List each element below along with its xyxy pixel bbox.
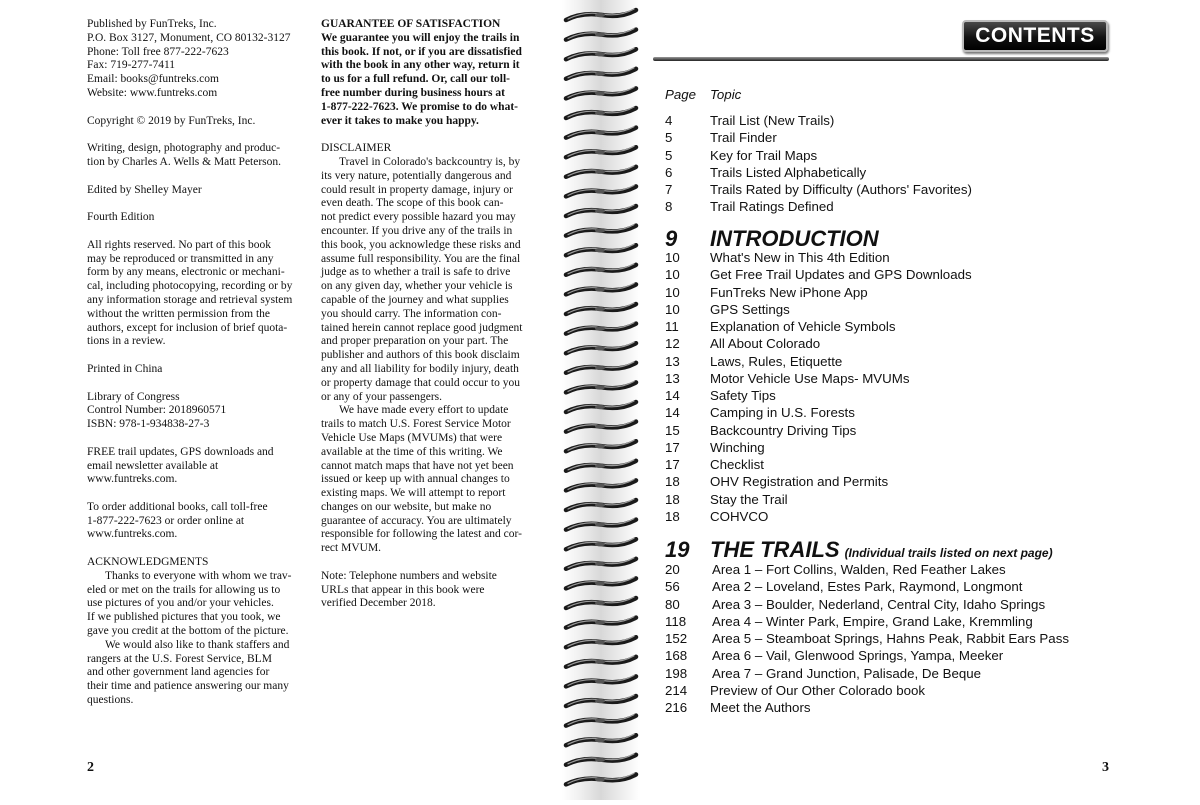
text-line: www.funtreks.com. [87,473,178,486]
toc-page: 168 [665,648,688,664]
left-column-guarantee [321,18,543,611]
toc-topic: Area 3 – Boulder, Nederland, Central City, Idaho Springs [712,596,1046,612]
topic-column-header: Topic [710,87,742,102]
library-info [87,391,311,432]
text-line: Note: Telephone numbers and website [321,569,497,582]
editor-credit: Edited by Shelley Mayer [87,183,202,196]
text-line: P.O. Box 3127, Monument, CO 80132-3127 [87,31,291,44]
toc-page: 10 [665,301,680,317]
toc-page: 216 [665,700,688,715]
toc-topic: Meet the Authors [710,700,811,715]
toc-topic: Camping in U.S. Forests [710,405,855,421]
acknowledgments-title: ACKNOWLEDGMENTS [87,556,209,569]
text-line: without the written permission from the [87,307,271,320]
text-line: trails to match U.S. Forest Service Motor [321,418,511,431]
text-line: gave you credit at the bottom of the picture. [87,625,289,638]
guarantee-title: GUARANTEE OF SATISFACTION [321,18,501,30]
text-line: authors, except for inclusion of brief quota- [87,321,288,334]
toc-topic: Area 4 – Winter Park, Empire, Grand Lake, Kremmling [712,613,1033,629]
toc-page: 20 [665,562,680,577]
toc-page: 15 [665,422,680,438]
page-column-header: Page [665,87,697,102]
toc-topic: Trails Listed Alphabetically [710,164,867,180]
text-line: changes on our website, but make no [321,500,492,513]
text-line: even death. The scope of this book can- [321,197,504,210]
toc-page: 198 [665,665,688,681]
toc-page: 18 [665,508,680,524]
text-line: rangers at the U.S. Forest Service, BLM [87,652,272,665]
toc-page: 11 [665,319,679,334]
order-info [87,501,311,542]
text-line: publisher and authors of this book disclaim [321,349,520,362]
text-line: and other government land agencies for [87,666,270,679]
toc-page: 118 [665,613,687,629]
toc-page: 5 [665,130,673,146]
text-line: 1-877-222-7623 or order online at [87,514,245,527]
text-line: We have made every effort to update [339,404,509,417]
toc-page: 18 [665,474,680,490]
section-note: (Individual trails listed on next page) [844,546,1053,560]
section-title: INTRODUCTION [710,226,879,251]
text-line: available at the time of this writing. We [321,445,503,458]
toc-topic: All About Colorado [710,336,821,352]
text-line: Library of Congress [87,390,180,403]
text-line: form by any means, electronic or mechani- [87,266,285,279]
left-page [0,0,560,800]
toc-page: 18 [665,491,680,507]
free-updates [87,446,311,487]
text-line: Fax: 719-277-7411 [87,59,176,72]
text-line: Thanks to everyone with whom we trav- [105,569,292,582]
text-line: responsible for following the latest and cor- [321,528,522,541]
toc-topic: Trail Finder [710,130,777,146]
text-line: email newsletter available at [87,459,219,472]
text-line: its very nature, potentially dangerous and [321,169,512,182]
toc-page: 6 [665,164,673,180]
disclaimer-para-1 [321,156,543,404]
acknowledgments-para-1 [87,570,311,639]
text-line: capable of the journey and what supplies [321,293,509,306]
toc-page: 56 [665,579,680,595]
toc-page: 7 [665,182,673,197]
toc-topic: Motor Vehicle Use Maps- MVUMs [710,370,910,386]
text-line: Control Number: 2018960571 [87,404,227,417]
section-page: 19 [665,537,690,562]
toc-page: 14 [665,405,680,421]
toc-page: 5 [665,147,673,163]
acknowledgments-para-2 [87,639,311,708]
text-line: Writing, design, photography and produc- [87,142,281,155]
text-line: We guarantee you will enjoy the trails in [321,31,520,44]
text-line: existing maps. We will attempt to report [321,487,506,500]
writing-credits [87,142,311,170]
toc-topic: Winching [710,439,765,455]
text-line: verified December 2018. [321,597,436,610]
toc-topic: Area 2 – Loveland, Estes Park, Raymond, Longmont [712,579,1023,595]
text-line: with the book in any other way, return it [321,59,520,72]
toc-page: 4 [665,113,673,128]
text-line: Travel in Colorado's backcountry is, by [339,155,521,168]
toc-page: 14 [665,388,680,403]
copyright: Copyright © 2019 by FunTreks, Inc. [87,114,256,127]
text-line: any information storage and retrieval system [87,293,293,306]
text-line: guarantee of accuracy. You are ultimately [321,514,512,527]
toc-topic: Area 1 – Fort Collins, Walden, Red Feather Lakes [712,562,1006,577]
toc-page: 13 [665,370,680,386]
toc-topic: OHV Registration and Permits [710,474,889,490]
spiral-coils-icon [562,0,640,800]
text-line: eled or met on the trails for allowing us to [87,583,281,596]
toc-topic: Key for Trail Maps [710,147,818,163]
edition: Fourth Edition [87,211,155,224]
toc-page: 12 [665,336,680,352]
section-title-wrap [710,537,1053,563]
text-line: www.funtreks.com. [87,528,178,541]
text-line: or any of your passengers. [321,390,443,403]
text-line: assume full responsibility. You are the final [321,252,521,265]
toc-topic: Laws, Rules, Etiquette [710,353,843,369]
toc-page: 10 [665,250,680,265]
text-line: tion by Charles A. Wells & Matt Peterson. [87,155,282,168]
text-line: could result in property damage, injury or [321,183,513,196]
text-line: you should carry. The information con- [321,307,502,320]
text-line: FREE trail updates, GPS downloads and [87,445,274,458]
contents-tab: CONTENTS [962,20,1108,52]
toc-topic: Trail List (New Trails) [710,113,835,128]
text-line: rect MVUM. [321,542,382,555]
toc-topic: Area 6 – Vail, Glenwood Springs, Yampa, Meeker [712,648,1004,664]
text-line: ever it takes to make you happy. [321,114,479,127]
disclaimer-para-2 [321,404,543,556]
text-line: this book, you acknowledge these risks and [321,238,521,251]
toc-topic: Area 5 – Steamboat Springs, Hahns Peak, Rabbit Ears Pass [712,631,1069,646]
toc-page: 17 [665,439,680,455]
text-line: ISBN: 978-1-934838-27-3 [87,418,210,431]
text-line: to us for a full refund. Or, call our toll- [321,73,511,86]
printed-in: Printed in China [87,362,163,375]
text-line: 1-877-222-7623. We promise to do what- [321,100,518,113]
toc-topic: COHVCO [710,508,769,524]
text-line: Vehicle Use Maps (MVUMs) that were [321,431,503,444]
guarantee-text [321,32,543,129]
toc-topic: GPS Settings [710,301,790,317]
toc-topic: Preview of Our Other Colorado book [710,682,926,698]
text-line: URLs that appear in this book were [321,583,485,596]
text-line: free number during business hours at [321,86,505,99]
disclaimer-title: DISCLAIMER [321,142,392,155]
text-line: cannot match maps that have not yet been [321,459,514,472]
toc-page: 10 [665,284,680,300]
text-line: Published by FunTreks, Inc. [87,18,217,30]
toc-topic: Stay the Trail [710,491,788,507]
toc-topic: Explanation of Vehicle Symbols [710,319,896,334]
toc-page: 8 [665,199,673,215]
text-line: tained herein cannot replace good judgment [321,321,523,334]
text-line: or property damage that could occur to you [321,376,520,389]
section-title: THE TRAILS [710,537,840,562]
publisher-block [87,18,311,101]
text-line: All rights reserved. No part of this book [87,238,271,251]
page-number-right: 3 [1102,760,1109,775]
text-line: We would also like to thank staffers and [105,638,290,651]
rights-notice [87,239,311,349]
spiral-binding [562,0,640,800]
toc-page: 10 [665,267,680,283]
toc-topic: Backcountry Driving Tips [710,422,857,438]
text-line: judge as to whether a trail is safe to drive [321,266,511,279]
toc-page: 13 [665,353,680,369]
text-line: on any given day, whether your vehicle is [321,280,513,293]
text-line: If we published pictures that you took, we [87,611,281,624]
text-line: questions. [87,694,134,707]
text-line: encounter. If you drive any of the trails in [321,224,513,237]
text-line: Website: www.funtreks.com [87,86,218,99]
toc-topic: Safety Tips [710,388,776,403]
toc-page: 214 [665,682,688,698]
toc-page: 17 [665,457,680,472]
page-number-left: 2 [87,760,94,775]
text-line: tions in a review. [87,335,166,348]
toc-topic: FunTreks New iPhone App [710,284,868,300]
text-line: and proper preparation on your part. The [321,335,509,348]
text-line: cal, including photocopying, recording or by [87,280,293,293]
header-rule [653,57,1109,61]
text-line: use pictures of you and/or your vehicles. [87,597,274,610]
toc-topic: Area 7 – Grand Junction, Palisade, De Beque [712,665,982,681]
toc-page: 152 [665,631,688,646]
text-line: this book. If not, or if you are dissatisfied [321,45,522,58]
section-page: 9 [665,226,678,251]
text-line: their time and patience answering our many [87,680,289,693]
telephone-note [321,570,543,611]
text-line: not predict every possible hazard you may [321,211,516,224]
text-line: issued or keep up with annual changes to [321,473,510,486]
toc-topic: Get Free Trail Updates and GPS Downloads [710,267,972,283]
text-line: Phone: Toll free 877-222-7623 [87,45,229,58]
text-line: To order additional books, call toll-free [87,500,268,513]
text-line: may be reproduced or transmitted in any [87,252,274,265]
text-line: any and all liability for bodily injury, death [321,362,519,375]
text-line: Email: books@funtreks.com [87,73,219,86]
toc-topic: Trails Rated by Difficulty (Authors' Favorites) [710,182,972,197]
toc-topic: Checklist [710,457,764,472]
toc-page: 80 [665,596,680,612]
left-column-imprint [87,18,311,708]
toc-topic: Trail Ratings Defined [710,199,834,215]
toc-topic: What's New in This 4th Edition [710,250,890,265]
